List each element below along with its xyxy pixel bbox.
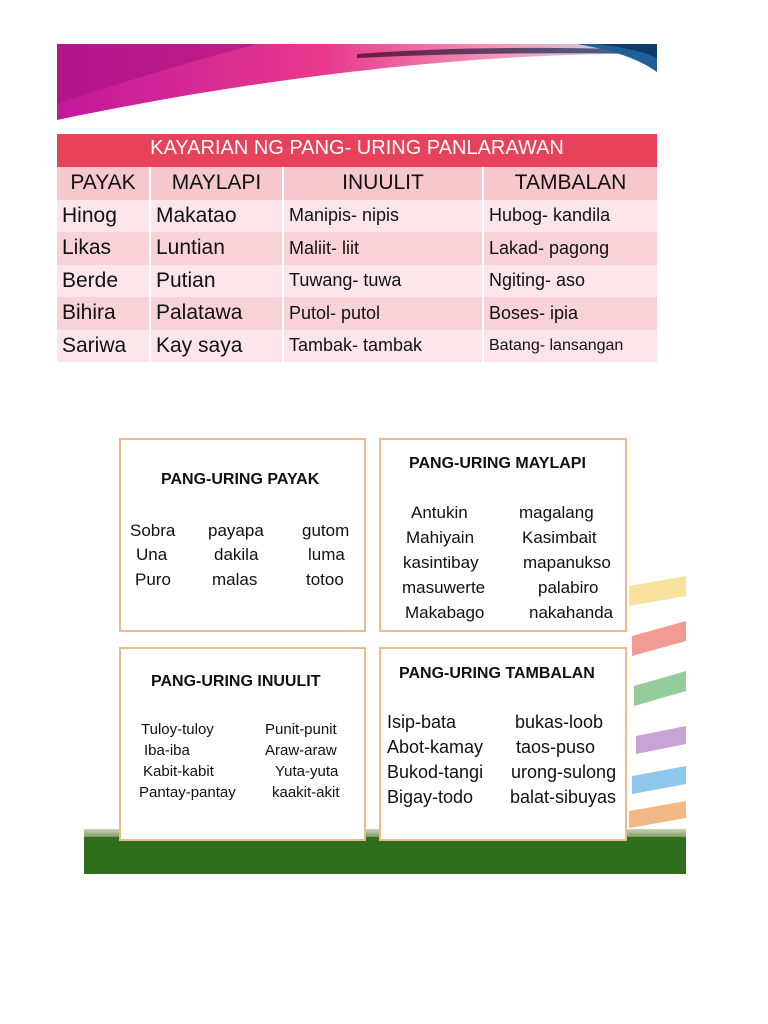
example-word: Isip-bata <box>387 712 457 732</box>
table-cell: Sariwa <box>57 330 151 363</box>
table-cell: Likas <box>57 232 151 265</box>
header-maylapi: MAYLAPI <box>151 167 284 200</box>
example-word: balat-sibuyas <box>510 787 617 807</box>
table-cell: Makatao <box>151 200 284 233</box>
example-word: mapanukso <box>523 553 611 572</box>
table-cell: Tambak- tambak <box>284 330 484 363</box>
table-row <box>57 265 657 298</box>
table-row <box>57 232 657 265</box>
box-title: PANG-URING TAMBALAN <box>399 665 595 682</box>
example-word: malas <box>212 570 258 589</box>
example-word: Araw-araw <box>265 742 337 759</box>
box-pang-uring-inuulit <box>119 647 366 841</box>
box-title: PANG-URING INUULIT <box>151 673 321 690</box>
example-word: Tuloy-tuloy <box>141 721 214 738</box>
example-word: Kabit-kabit <box>143 763 214 780</box>
example-word: taos-puso <box>516 737 596 757</box>
example-word: gutom <box>302 521 350 540</box>
example-word: Punit-punit <box>265 721 337 738</box>
header-payak: PAYAK <box>57 167 151 200</box>
table-cell: Maliit- liit <box>284 232 484 265</box>
example-word: Bukod-tangi <box>387 762 484 782</box>
example-word: Bigay-todo <box>387 787 474 807</box>
decorative-banner <box>57 44 657 120</box>
example-word: Iba-iba <box>144 742 190 759</box>
header-tambalan: TAMBALAN <box>514 171 627 195</box>
table-cell: Batang- lansangan <box>489 336 624 354</box>
adjective-structure-table <box>57 134 657 362</box>
example-word: payapa <box>208 521 264 540</box>
example-word: Mahiyain <box>406 528 475 547</box>
example-word: Puro <box>135 570 171 589</box>
box-title: PANG-URING MAYLAPI <box>409 455 586 472</box>
example-word: Una <box>136 545 168 564</box>
table-cell: Lakad- pagong <box>489 237 610 258</box>
table-cell: Hubog- kandila <box>489 205 611 226</box>
example-word: totoo <box>306 570 344 589</box>
example-word: palabiro <box>538 578 599 597</box>
table-cell: Boses- ipia <box>489 302 579 323</box>
box-pang-uring-payak <box>119 438 366 632</box>
table-cell: Luntian <box>151 232 284 265</box>
example-word: kaakit-akit <box>272 784 340 801</box>
example-word: nakahanda <box>529 603 614 622</box>
example-word: magalang <box>519 503 594 522</box>
example-word: Antukin <box>411 503 468 522</box>
table-cell: Berde <box>57 265 151 298</box>
example-word: Sobra <box>130 521 176 540</box>
adjective-examples-slide <box>84 436 686 874</box>
example-word: dakila <box>214 545 259 564</box>
table-cell: Tuwang- tuwa <box>284 265 484 298</box>
table-cell: Palatawa <box>151 297 284 330</box>
grass-band <box>84 837 686 874</box>
header-inuulit: INUULIT <box>284 167 484 200</box>
table-row <box>57 330 657 363</box>
table-row <box>57 200 657 233</box>
table-cell: Hinog <box>57 200 151 233</box>
example-word: Kasimbait <box>522 528 597 547</box>
example-word: Pantay-pantay <box>139 784 236 801</box>
example-word: urong-sulong <box>511 762 617 782</box>
box-pang-uring-tambalan <box>379 647 627 841</box>
example-word: kasintibay <box>403 553 479 572</box>
example-word: bukas-loob <box>515 712 604 732</box>
table-cell: Bihira <box>57 297 151 330</box>
table-cell: Putian <box>151 265 284 298</box>
example-word: masuwerte <box>402 578 486 597</box>
table-cell: Manipis- nipis <box>284 200 484 233</box>
table-row <box>57 297 657 330</box>
table-title: KAYARIAN NG PANG- URING PANLARAWAN <box>57 134 657 167</box>
example-word: Makabago <box>405 603 485 622</box>
box-pang-uring-maylapi <box>379 438 627 632</box>
table-cell: Ngiting- aso <box>489 270 586 291</box>
box-title: PANG-URING PAYAK <box>161 471 320 488</box>
example-word: Yuta-yuta <box>275 763 339 780</box>
example-word: Abot-kamay <box>387 737 484 757</box>
table-cell: Kay saya <box>151 330 284 363</box>
table-header-row <box>57 167 657 200</box>
table-cell: Putol- putol <box>284 297 484 330</box>
example-word: luma <box>308 545 345 564</box>
